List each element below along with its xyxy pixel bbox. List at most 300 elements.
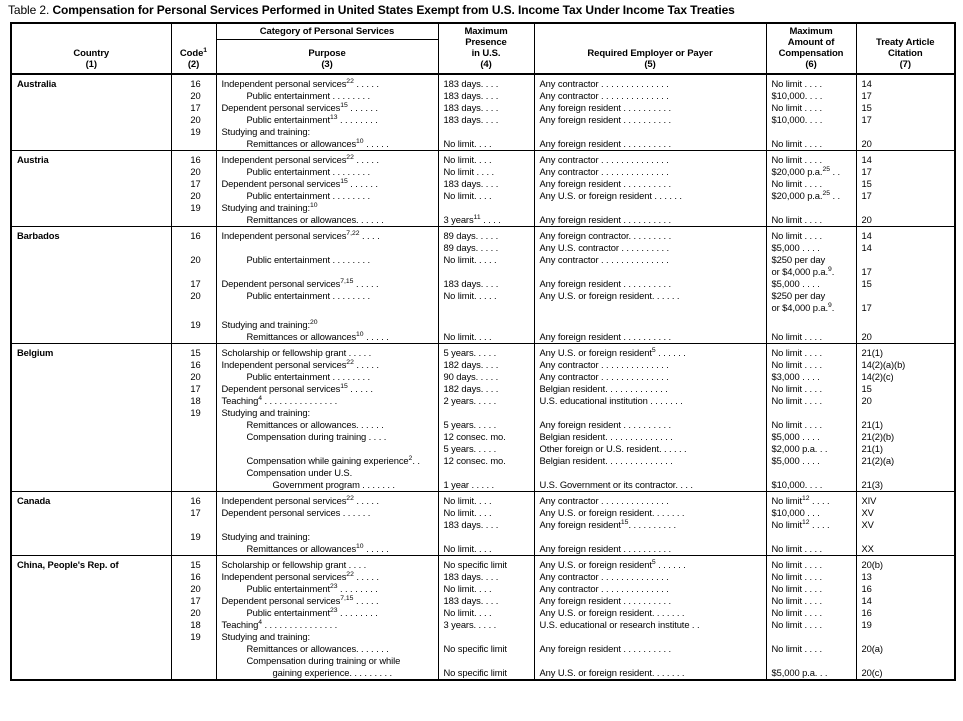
table-header: [11, 23, 955, 74]
cell-presence: No limit. . . .: [438, 583, 534, 595]
cell-presence: [438, 631, 534, 643]
cell-country: [11, 371, 171, 383]
col-header-code: Code$^1$ (2): [171, 23, 216, 74]
cell-country: Australia: [17, 78, 57, 89]
cell-citation: 17: [856, 266, 955, 278]
table-row: [11, 227, 955, 243]
cell-citation: [856, 290, 955, 302]
cell-purpose: Studying and training:$^{10}$: [216, 202, 438, 214]
cell-employer: Any contractor . . . . . . . . . . . . . .: [534, 359, 766, 371]
cell-purpose: Public entertainment$^{13}$ . . . . . . . .: [216, 114, 438, 126]
table-row: [11, 359, 955, 371]
table-row: [11, 667, 955, 680]
cell-citation: 21(1): [856, 443, 955, 455]
cell-purpose: Teaching$^4$ . . . . . . . . . . . . . . .: [216, 395, 438, 407]
cell-employer: [534, 531, 766, 543]
table-row: [11, 302, 955, 314]
cell-employer: U.S. educational or research institute . .: [534, 619, 766, 631]
cell-presence: [438, 319, 534, 331]
cell-presence: 3 years$^{11}$ . . . .: [438, 214, 534, 227]
cell-code: [171, 643, 216, 655]
cell-country: [11, 383, 171, 395]
cell-country: [11, 455, 171, 467]
table-row: [11, 319, 955, 331]
cell-amount: No limit . . . .: [766, 395, 856, 407]
cell-amount: No limit . . . .: [766, 607, 856, 619]
cell-amount: [766, 655, 856, 667]
cell-citation: 21(3): [856, 479, 955, 492]
table-row: [11, 242, 955, 254]
cell-citation: XV: [856, 507, 955, 519]
cell-citation: 20: [856, 138, 955, 151]
cell-country: [11, 531, 171, 543]
cell-citation: 13: [856, 571, 955, 583]
cell-citation: [856, 407, 955, 419]
cell-presence: [438, 531, 534, 543]
cell-code: 20: [171, 371, 216, 383]
cell-purpose: Remittances or allowances$^{10}$ . . . . .: [216, 331, 438, 344]
cell-amount: [766, 126, 856, 138]
cell-country: [11, 407, 171, 419]
cell-employer: Other foreign or U.S. resident. . . . . .: [534, 443, 766, 455]
cell-citation: 15: [856, 178, 955, 190]
cell-citation: 17: [856, 90, 955, 102]
cell-presence: 183 days. . . .: [438, 178, 534, 190]
cell-citation: 14: [856, 242, 955, 254]
cell-purpose: Independent personal services$^{22}$ . . . . .: [216, 571, 438, 583]
table-row: [11, 419, 955, 431]
cell-presence: No specific limit: [438, 643, 534, 655]
cell-country: [11, 583, 171, 595]
cell-employer: Any U.S. or foreign resident. . . . . . .: [534, 667, 766, 680]
cell-country: [11, 202, 171, 214]
cell-employer: U.S. Government or its contractor. . . .: [534, 479, 766, 492]
cell-citation: 21(1): [856, 419, 955, 431]
country-section-australia: [11, 74, 955, 151]
cell-country: [11, 242, 171, 254]
cell-presence: 5 years. . . . .: [438, 419, 534, 431]
cell-purpose: Public entertainment . . . . . . . .: [216, 166, 438, 178]
cell-code: [171, 331, 216, 344]
cell-purpose: Remittances or allowances. . . . . . .: [216, 643, 438, 655]
cell-presence: No specific limit: [438, 667, 534, 680]
cell-employer: Any contractor . . . . . . . . . . . . . .: [534, 151, 766, 167]
cell-presence: No limit. . . .: [438, 507, 534, 519]
cell-country: [11, 519, 171, 531]
cell-employer: Any contractor . . . . . . . . . . . . . .: [534, 74, 766, 90]
cell-citation: 14: [856, 595, 955, 607]
country-section-barbados: [11, 227, 955, 344]
cell-citation: 21(2)(b): [856, 431, 955, 443]
cell-amount: $5,000 . . . .: [766, 455, 856, 467]
cell-presence: No limit. . . .: [438, 331, 534, 344]
cell-purpose: Remittances or allowances. . . . . .: [216, 419, 438, 431]
cell-code: 20: [171, 90, 216, 102]
cell-amount: No limit . . . .: [766, 359, 856, 371]
cell-presence: [438, 407, 534, 419]
cell-citation: 14: [856, 227, 955, 243]
cell-presence: 12 consec. mo.: [438, 431, 534, 443]
cell-purpose: Independent personal services$^{22}$ . . . . .: [216, 151, 438, 167]
cell-amount: [766, 407, 856, 419]
cell-code: 17: [171, 595, 216, 607]
cell-presence: 183 days. . . .: [438, 519, 534, 531]
cell-country: [11, 643, 171, 655]
cell-amount: or $4,000 p.a.$^9$.: [766, 302, 856, 314]
cell-citation: 15: [856, 383, 955, 395]
cell-purpose: Scholarship or fellowship grant . . . .: [216, 556, 438, 572]
cell-citation: 20: [856, 214, 955, 227]
cell-purpose: Studying and training:$^{20}$: [216, 319, 438, 331]
cell-purpose: Public entertainment . . . . . . . .: [216, 290, 438, 302]
cell-purpose: Studying and training:: [216, 126, 438, 138]
cell-code: [171, 443, 216, 455]
col-header-compensation: Maximum Amount of Compensation (6): [766, 23, 856, 74]
cell-citation: XIV: [856, 492, 955, 508]
cell-country: [11, 138, 171, 151]
cell-code: 19: [171, 319, 216, 331]
cell-employer: [534, 126, 766, 138]
cell-employer: Any U.S. contractor . . . . . . . . . .: [534, 242, 766, 254]
cell-amount: No limit . . . .: [766, 178, 856, 190]
cell-employer: [534, 407, 766, 419]
table-row: [11, 543, 955, 556]
cell-employer: Any contractor . . . . . . . . . . . . . .: [534, 371, 766, 383]
cell-country: China, People's Rep. of: [17, 559, 119, 570]
table-row: [11, 344, 955, 360]
cell-presence: No limit. . . . .: [438, 254, 534, 266]
cell-purpose: Compensation during training or while: [216, 655, 438, 667]
cell-code: [171, 302, 216, 314]
cell-code: 16: [171, 492, 216, 508]
cell-code: [171, 655, 216, 667]
cell-citation: 17: [856, 166, 955, 178]
cell-employer: [534, 467, 766, 479]
cell-amount: $10,000. . . .: [766, 90, 856, 102]
cell-employer: [534, 266, 766, 278]
cell-purpose: Dependent personal services$^{15}$ . . . . .: [216, 383, 438, 395]
cell-country: [11, 214, 171, 227]
cell-citation: [856, 531, 955, 543]
cell-purpose: Dependent personal services$^{15}$ . . . . . .: [216, 178, 438, 190]
cell-presence: No specific limit: [438, 556, 534, 572]
cell-employer: Any U.S. or foreign resident$^5$ . . . . . .: [534, 344, 766, 360]
cell-presence: 5 years. . . . .: [438, 344, 534, 360]
cell-country: [11, 290, 171, 302]
cell-purpose: Compensation while gaining experience$^2$. .: [216, 455, 438, 467]
cell-presence: No limit. . . .: [438, 607, 534, 619]
cell-code: 17: [171, 507, 216, 519]
cell-citation: [856, 319, 955, 331]
cell-amount: No limit . . . .: [766, 571, 856, 583]
cell-code: [171, 479, 216, 492]
cell-employer: Any contractor . . . . . . . . . . . . . .: [534, 254, 766, 266]
cell-purpose: Independent personal services$^{7,22}$ . . . .: [216, 227, 438, 243]
cell-presence: 183 days. . . .: [438, 74, 534, 90]
cell-purpose: Dependent personal services$^{15}$ . . . . . .: [216, 102, 438, 114]
cell-code: 16: [171, 74, 216, 90]
cell-employer: [534, 302, 766, 314]
cell-country: [11, 331, 171, 344]
cell-citation: 15: [856, 278, 955, 290]
cell-country: Belgium: [17, 347, 54, 358]
cell-amount: or $4,000 p.a.$^9$.: [766, 266, 856, 278]
cell-country: [11, 595, 171, 607]
cell-amount: No limit . . . .: [766, 102, 856, 114]
cell-code: [171, 242, 216, 254]
cell-amount: No limit . . . .: [766, 74, 856, 90]
cell-presence: [438, 655, 534, 667]
cell-employer: Any contractor . . . . . . . . . . . . . .: [534, 571, 766, 583]
cell-employer: Any contractor . . . . . . . . . . . . . .: [534, 90, 766, 102]
cell-country: [11, 278, 171, 290]
cell-purpose: Compensation during training . . . .: [216, 431, 438, 443]
cell-purpose: Independent personal services$^{22}$ . . . . .: [216, 74, 438, 90]
cell-code: [171, 431, 216, 443]
cell-amount: No limit$^{12}$ . . . .: [766, 519, 856, 531]
cell-amount: No limit . . . .: [766, 583, 856, 595]
table-row: [11, 631, 955, 643]
table-row: [11, 74, 955, 90]
cell-country: [11, 431, 171, 443]
cell-citation: 20: [856, 331, 955, 344]
cell-citation: 21(1): [856, 344, 955, 360]
cell-country: [11, 419, 171, 431]
cell-code: 15: [171, 556, 216, 572]
cell-code: 17: [171, 383, 216, 395]
table-row: [11, 619, 955, 631]
cell-employer: Any foreign resident . . . . . . . . . .: [534, 214, 766, 227]
cell-citation: 17: [856, 302, 955, 314]
cell-amount: No limit . . . .: [766, 543, 856, 556]
cell-code: 18: [171, 619, 216, 631]
cell-presence: 183 days. . . .: [438, 278, 534, 290]
cell-code: 19: [171, 407, 216, 419]
cell-purpose: Public entertainment . . . . . . . .: [216, 190, 438, 202]
cell-employer: U.S. educational institution . . . . . . .: [534, 395, 766, 407]
col-header-presence: Maximum Presence in U.S. (4): [438, 23, 534, 74]
cell-citation: 20(a): [856, 643, 955, 655]
table-row: [11, 126, 955, 138]
cell-code: [171, 214, 216, 227]
cell-code: 16: [171, 571, 216, 583]
cell-citation: XX: [856, 543, 955, 556]
cell-country: [11, 571, 171, 583]
table-title: [0, 0, 963, 17]
table-row: [11, 492, 955, 508]
cell-presence: No limit. . . .: [438, 151, 534, 167]
table-row: [11, 178, 955, 190]
cell-amount: $5,000 p.a. . .: [766, 667, 856, 680]
cell-citation: 16: [856, 607, 955, 619]
cell-code: 20: [171, 607, 216, 619]
cell-citation: 21(2)(a): [856, 455, 955, 467]
cell-purpose: Dependent personal services$^{7,15}$ . . . . .: [216, 278, 438, 290]
cell-employer: Any foreign resident . . . . . . . . . .: [534, 278, 766, 290]
cell-amount: $20,000 p.a.$^{25}$ . .: [766, 166, 856, 178]
cell-amount: $2,000 p.a. . .: [766, 443, 856, 455]
table-row: [11, 290, 955, 302]
cell-code: [171, 667, 216, 680]
cell-amount: No limit . . . .: [766, 214, 856, 227]
cell-amount: $5,000 . . . .: [766, 242, 856, 254]
cell-code: 17: [171, 178, 216, 190]
table-row: [11, 595, 955, 607]
table-row: [11, 202, 955, 214]
cell-employer: Any foreign resident$^{15}$. . . . . . . . . .: [534, 519, 766, 531]
cell-employer: Any U.S. or foreign resident$^5$ . . . . . .: [534, 556, 766, 572]
cell-presence: [438, 202, 534, 214]
cell-presence: 183 days. . . .: [438, 571, 534, 583]
cell-citation: [856, 467, 955, 479]
country-section-canada: [11, 492, 955, 556]
cell-country: [11, 479, 171, 492]
cell-purpose: Studying and training:: [216, 407, 438, 419]
cell-employer: Any U.S. or foreign resident. . . . . .: [534, 290, 766, 302]
cell-amount: No limit . . . .: [766, 151, 856, 167]
cell-purpose: gaining experience. . . . . . . . .: [216, 667, 438, 680]
cell-employer: Any U.S. or foreign resident . . . . . .: [534, 190, 766, 202]
cell-purpose: Remittances or allowances$^{10}$ . . . . .: [216, 543, 438, 556]
cell-citation: 14(2)(c): [856, 371, 955, 383]
cell-country: [11, 619, 171, 631]
cell-country: Barbados: [17, 230, 60, 241]
table-row: [11, 278, 955, 290]
cell-code: [171, 138, 216, 151]
cell-citation: 17: [856, 114, 955, 126]
cell-employer: Belgian resident. . . . . . . . . . . . . .: [534, 455, 766, 467]
cell-country: [11, 631, 171, 643]
cell-amount: No limit . . . .: [766, 556, 856, 572]
cell-presence: 12 consec. mo.: [438, 455, 534, 467]
cell-purpose: Public entertainment . . . . . . . .: [216, 254, 438, 266]
cell-employer: [534, 319, 766, 331]
cell-presence: [438, 266, 534, 278]
table-row: [11, 90, 955, 102]
cell-employer: Any foreign resident . . . . . . . . . .: [534, 138, 766, 151]
table-row: [11, 583, 955, 595]
cell-purpose: Studying and training:: [216, 531, 438, 543]
cell-purpose: Public entertainment$^{23}$ . . . . . . . .: [216, 583, 438, 595]
cell-code: 18: [171, 395, 216, 407]
cell-presence: 182 days. . . .: [438, 359, 534, 371]
cell-employer: Belgian resident. . . . . . . . . . . . . .: [534, 431, 766, 443]
cell-code: [171, 467, 216, 479]
cell-amount: No limit . . . .: [766, 138, 856, 151]
cell-code: 20: [171, 114, 216, 126]
cell-amount: No limit . . . .: [766, 595, 856, 607]
table-row: [11, 102, 955, 114]
cell-country: [11, 655, 171, 667]
cell-amount: No limit . . . .: [766, 344, 856, 360]
cell-citation: XV: [856, 519, 955, 531]
cell-presence: 183 days. . . .: [438, 595, 534, 607]
table-row: [11, 655, 955, 667]
cell-code: 17: [171, 278, 216, 290]
cell-country: [11, 359, 171, 371]
table-row: [11, 467, 955, 479]
cell-purpose: Studying and training:: [216, 631, 438, 643]
cell-code: 16: [171, 359, 216, 371]
cell-amount: $250 per day: [766, 290, 856, 302]
cell-code: 20: [171, 254, 216, 266]
cell-amount: [766, 319, 856, 331]
cell-presence: 5 years. . . . .: [438, 443, 534, 455]
cell-purpose: [216, 302, 438, 314]
cell-employer: Any foreign resident . . . . . . . . . .: [534, 178, 766, 190]
table-row: [11, 151, 955, 167]
cell-purpose: Scholarship or fellowship grant . . . . .: [216, 344, 438, 360]
table-row: [11, 166, 955, 178]
cell-employer: [534, 631, 766, 643]
table-row: [11, 455, 955, 467]
cell-country: [11, 607, 171, 619]
cell-citation: [856, 655, 955, 667]
table-row: [11, 507, 955, 519]
cell-presence: [438, 467, 534, 479]
cell-code: 19: [171, 631, 216, 643]
cell-country: [11, 266, 171, 278]
cell-country: [11, 667, 171, 680]
cell-presence: 1 year . . . . .: [438, 479, 534, 492]
cell-amount: $5,000 . . . .: [766, 431, 856, 443]
cell-employer: Any foreign resident . . . . . . . . . .: [534, 419, 766, 431]
table-row: [11, 331, 955, 344]
table-row: [11, 138, 955, 151]
cell-amount: No limit$^{12}$ . . . .: [766, 492, 856, 508]
cell-amount: No limit . . . .: [766, 227, 856, 243]
country-section-austria: [11, 151, 955, 227]
table-row: [11, 266, 955, 278]
cell-country: [11, 507, 171, 519]
cell-purpose: Remittances or allowances$^{10}$ . . . . .: [216, 138, 438, 151]
table-title-prefix: Table 2.: [8, 3, 50, 17]
table-title-text: Compensation for Personal Services Performed in United States Exempt from U.S. Income Tax Under Income Tax Treaties: [52, 3, 735, 17]
cell-code: [171, 455, 216, 467]
table-row: [11, 531, 955, 543]
cell-presence: 183 days. . . .: [438, 90, 534, 102]
cell-code: 16: [171, 227, 216, 243]
cell-citation: 17: [856, 190, 955, 202]
cell-employer: Belgian resident. . . . . . . . . . . . .: [534, 383, 766, 395]
cell-country: [11, 166, 171, 178]
cell-purpose: Remittances or allowances. . . . . .: [216, 214, 438, 227]
cell-employer: [534, 202, 766, 214]
table-row: [11, 254, 955, 266]
cell-purpose: [216, 242, 438, 254]
table-row: [11, 214, 955, 227]
col-header-employer: Required Employer or Payer (5): [534, 23, 766, 74]
cell-presence: No limit. . . .: [438, 190, 534, 202]
cell-country: [11, 126, 171, 138]
cell-code: [171, 419, 216, 431]
cell-employer: Any foreign resident . . . . . . . . . .: [534, 114, 766, 126]
country-section-belgium: [11, 344, 955, 492]
cell-citation: [856, 126, 955, 138]
cell-amount: No limit . . . .: [766, 383, 856, 395]
cell-presence: 89 days. . . . .: [438, 227, 534, 243]
cell-presence: 2 years. . . . .: [438, 395, 534, 407]
cell-country: [11, 178, 171, 190]
cell-code: 20: [171, 166, 216, 178]
cell-presence: No limit. . . .: [438, 492, 534, 508]
table-row: [11, 431, 955, 443]
table-row: [11, 371, 955, 383]
cell-country: [11, 467, 171, 479]
col-header-citation: Treaty Article Citation (7): [856, 23, 955, 74]
table-row: [11, 556, 955, 572]
cell-presence: No limit . . . .: [438, 166, 534, 178]
